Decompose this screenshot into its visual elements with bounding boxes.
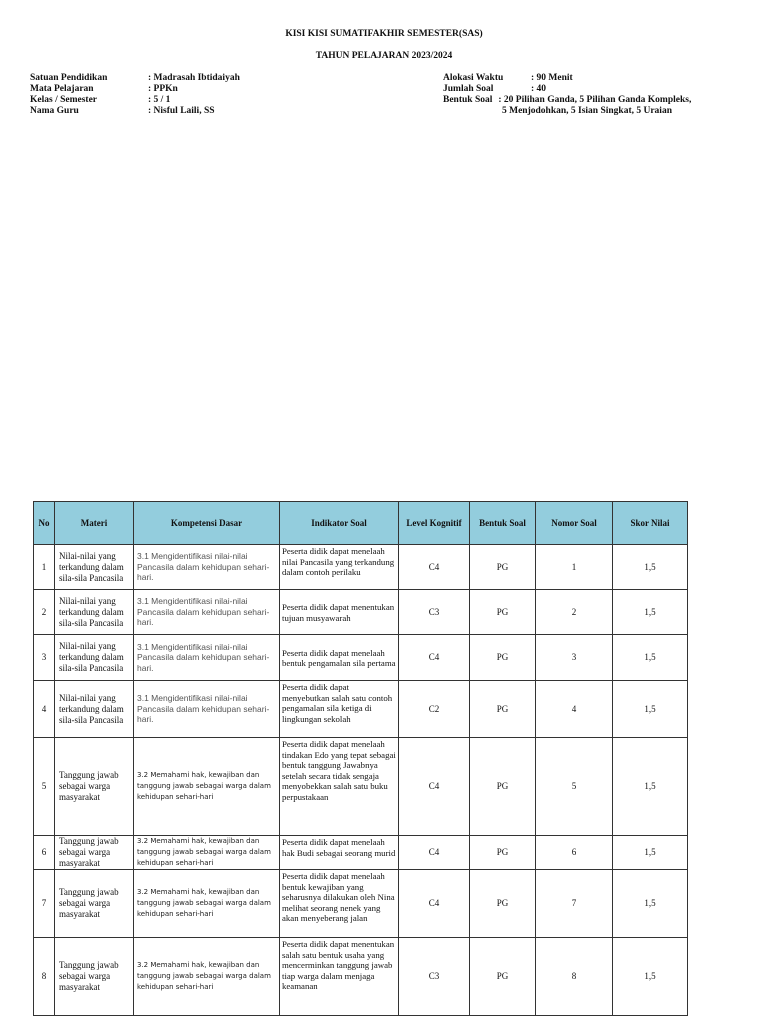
cell-level: C4 xyxy=(399,870,470,938)
cell-skor: 1,5 xyxy=(613,870,688,938)
cell-no: 7 xyxy=(34,870,55,938)
cell-no: 2 xyxy=(34,590,55,635)
col-header-nomor-soal: Nomor Soal xyxy=(536,502,613,545)
meta-label: Alokasi Waktu xyxy=(443,73,504,83)
cell-no: 1 xyxy=(34,545,55,590)
cell-skor: 1,5 xyxy=(613,590,688,635)
cell-indikator: Peserta didik dapat menelaah bentuk kewajiban yang seharusnya dilakukan oleh Nina melihat seorang nenek yang akan menyeberang jalan xyxy=(280,870,399,938)
table-header-row xyxy=(34,502,688,545)
cell-nomor: 8 xyxy=(536,938,613,1016)
meta-right-block xyxy=(443,73,691,117)
cell-skor: 1,5 xyxy=(613,545,688,590)
cell-nomor: 2 xyxy=(536,590,613,635)
cell-bentuk: PG xyxy=(470,738,536,836)
col-header-indikator-soal: Indikator Soal xyxy=(280,502,399,545)
col-header-kompetensi-dasar: Kompetensi Dasar xyxy=(134,502,280,545)
cell-kompetensi-dasar: 3.2 Memahami hak, kewajiban dan tanggung jawab sebagai warga dalam kehidupan sehari-hari xyxy=(134,938,280,1016)
table-row xyxy=(34,738,688,836)
cell-materi: Tanggung jawab sebagai warga masyarakat xyxy=(55,938,134,1016)
cell-indikator: Peserta didik dapat menelaah nilai Pancasila yang terkandung dalam contoh perilaku xyxy=(280,545,399,590)
table-row xyxy=(34,938,688,1016)
cell-kompetensi-dasar: 3.1 Mengidentifikasi nilai-nilai Pancasila dalam kehidupan sehari-hari. xyxy=(134,681,280,738)
meta-value: : 40 xyxy=(531,84,547,94)
meta-value: : PPKn xyxy=(148,84,178,94)
cell-nomor: 1 xyxy=(536,545,613,590)
cell-bentuk: PG xyxy=(470,938,536,1016)
table-row xyxy=(34,836,688,870)
meta-value: : Madrasah Ibtidaiyah xyxy=(148,73,240,83)
document-title: KISI KISI SUMATIFAKHIR SEMESTER(SAS) xyxy=(285,29,483,39)
cell-nomor: 7 xyxy=(536,870,613,938)
meta-label: Jumlah Soal xyxy=(443,84,494,94)
cell-materi: Tanggung jawab sebagai warga masyarakat xyxy=(55,836,134,870)
cell-materi: Nilai-nilai yang terkandung dalam sila-sila Pancasila xyxy=(55,590,134,635)
cell-nomor: 6 xyxy=(536,836,613,870)
meta-row xyxy=(30,73,240,84)
cell-kompetensi-dasar: 3.2 Memahami hak, kewajiban dan tanggung jawab sebagai warga dalam kehidupan sehari-hari xyxy=(134,738,280,836)
cell-materi: Tanggung jawab sebagai warga masyarakat xyxy=(55,870,134,938)
col-header-bentuk-soal: Bentuk Soal xyxy=(470,502,536,545)
cell-indikator: Peserta didik dapat menelaah bentuk pengamalan sila pertama xyxy=(280,635,399,681)
cell-level: C3 xyxy=(399,590,470,635)
table-row xyxy=(34,870,688,938)
cell-bentuk: PG xyxy=(470,681,536,738)
cell-nomor: 4 xyxy=(536,681,613,738)
meta-row xyxy=(443,95,691,106)
cell-level: C2 xyxy=(399,681,470,738)
table-row xyxy=(34,681,688,738)
kisi-kisi-table xyxy=(33,501,688,1016)
meta-value: : 5 / 1 xyxy=(148,95,171,105)
cell-no: 6 xyxy=(34,836,55,870)
cell-materi: Tanggung jawab sebagai warga masyarakat xyxy=(55,738,134,836)
cell-no: 4 xyxy=(34,681,55,738)
cell-indikator: Peserta didik dapat menentukan salah satu bentuk usaha yang mencerminkan tanggung jawab tiap warga dalam menjaga keamanan xyxy=(280,938,399,1016)
meta-label: Satuan Pendidikan xyxy=(30,73,108,83)
cell-kompetensi-dasar: 3.1 Mengidentifikasi nilai-nilai Pancasila dalam kehidupan sehari-hari. xyxy=(134,635,280,681)
cell-skor: 1,5 xyxy=(613,681,688,738)
col-header-skor-nilai: Skor Nilai xyxy=(613,502,688,545)
cell-no: 8 xyxy=(34,938,55,1016)
meta-row xyxy=(30,106,240,117)
meta-label: Mata Pelajaran xyxy=(30,84,94,94)
cell-bentuk: PG xyxy=(470,590,536,635)
cell-skor: 1,5 xyxy=(613,836,688,870)
cell-skor: 1,5 xyxy=(613,938,688,1016)
cell-level: C3 xyxy=(399,938,470,1016)
cell-indikator: Peserta didik dapat menelaah tindakan Edo yang tepat sebagai bentuk tanggung Jawabnya setelah secara tidak sengaja menyobekkan salah satu buku perpustakaan xyxy=(280,738,399,836)
meta-label: Nama Guru xyxy=(30,106,79,116)
cell-materi: Nilai-nilai yang terkandung dalam sila-sila Pancasila xyxy=(55,681,134,738)
cell-level: C4 xyxy=(399,836,470,870)
cell-kompetensi-dasar: 3.1 Mengidentifikasi nilai-nilai Pancasila dalam kehidupan sehari-hari. xyxy=(134,590,280,635)
meta-value-continued: 5 Menjodohkan, 5 Isian Singkat, 5 Uraian xyxy=(502,106,672,116)
cell-kompetensi-dasar: 3.2 Memahami hak, kewajiban dan tanggung jawab sebagai warga dalam kehidupan sehari-hari xyxy=(134,836,280,870)
meta-label: Bentuk Soal xyxy=(443,95,493,105)
col-header-level-kognitif: Level Kognitif xyxy=(399,502,470,545)
cell-nomor: 3 xyxy=(536,635,613,681)
cell-bentuk: PG xyxy=(470,870,536,938)
cell-bentuk: PG xyxy=(470,635,536,681)
meta-label: Kelas / Semester xyxy=(30,95,98,105)
table-row xyxy=(34,590,688,635)
cell-materi: Nilai-nilai yang terkandung dalam sila-sila Pancasila xyxy=(55,545,134,590)
col-header-materi: Materi xyxy=(55,502,134,545)
meta-row xyxy=(30,95,240,106)
table-row xyxy=(34,635,688,681)
meta-value: : 20 Pilihan Ganda, 5 Pilihan Ganda Kompleks, xyxy=(498,95,692,105)
meta-value: : Nisful Laili, SS xyxy=(148,106,215,116)
cell-kompetensi-dasar: 3.1 Mengidentifikasi nilai-nilai Pancasila dalam kehidupan sehari-hari. xyxy=(134,545,280,590)
cell-indikator: Peserta didik dapat menentukan tujuan musyawarah xyxy=(280,590,399,635)
cell-level: C4 xyxy=(399,635,470,681)
meta-value: : 90 Menit xyxy=(531,73,573,83)
cell-skor: 1,5 xyxy=(613,635,688,681)
meta-row xyxy=(30,84,240,95)
cell-bentuk: PG xyxy=(470,545,536,590)
cell-no: 3 xyxy=(34,635,55,681)
cell-no: 5 xyxy=(34,738,55,836)
cell-materi: Nilai-nilai yang terkandung dalam sila-sila Pancasila xyxy=(55,635,134,681)
cell-bentuk: PG xyxy=(470,836,536,870)
cell-nomor: 5 xyxy=(536,738,613,836)
cell-kompetensi-dasar: 3.2 Memahami hak, kewajiban dan tanggung jawab sebagai warga dalam kehidupan sehari-hari xyxy=(134,870,280,938)
cell-indikator: Peserta didik dapat menelaah hak Budi sebagai seorang murid xyxy=(280,836,399,870)
col-header-no: No xyxy=(34,502,55,545)
cell-skor: 1,5 xyxy=(613,738,688,836)
meta-left-block xyxy=(30,73,240,117)
meta-row xyxy=(443,73,691,84)
meta-row xyxy=(443,84,691,95)
table-row xyxy=(34,545,688,590)
cell-level: C4 xyxy=(399,545,470,590)
document-subtitle: TAHUN PELAJARAN 2023/2024 xyxy=(315,51,453,61)
cell-indikator: Peserta didik dapat menyebutkan salah satu contoh pengamalan sila ketiga di lingkungan sekolah xyxy=(280,681,399,738)
cell-level: C4 xyxy=(399,738,470,836)
